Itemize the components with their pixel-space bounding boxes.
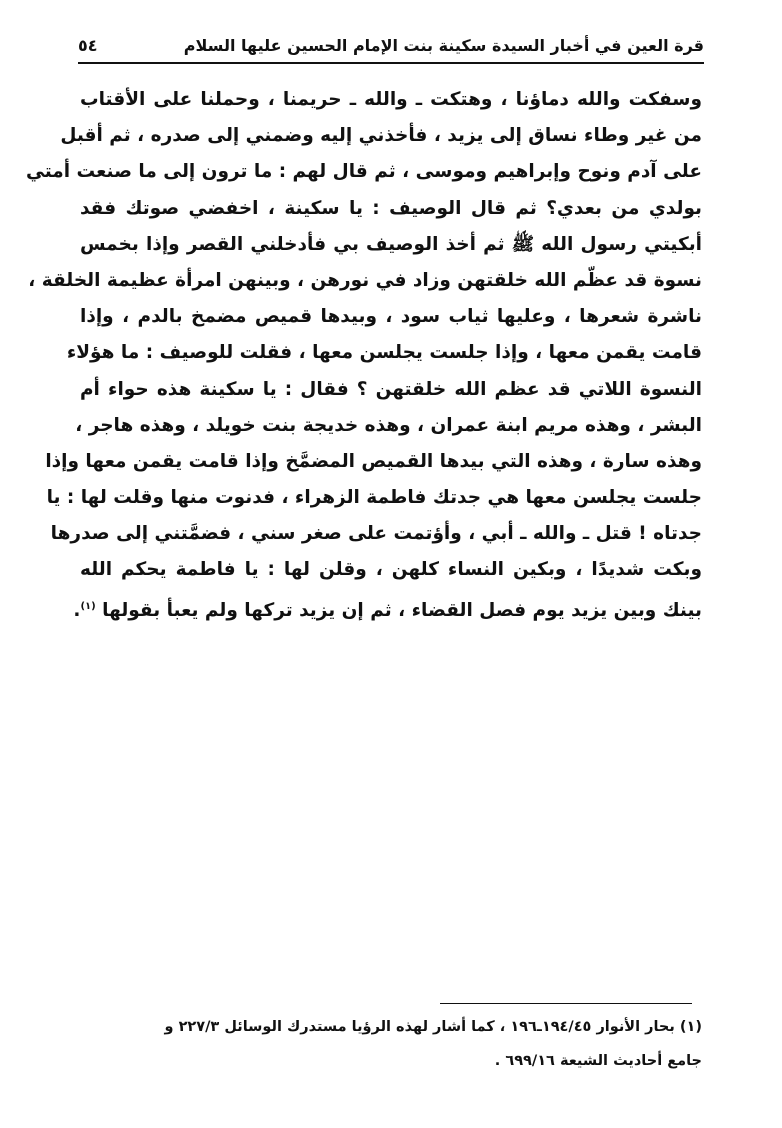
footnote-line: (١) بحار الأنوار ١٩٤/٤٥ـ١٩٦ ، كما أشار لهذه الرؤيا مستدرك الوسائل ٢٢٧/٣ و xyxy=(164,1019,702,1035)
running-title: قرة العين في أخبار السيدة سكينة بنت الإمام الحسين عليها السلام xyxy=(183,35,704,55)
text-line: جدتاه ! قتل ـ والله ـ أبي ، وأؤتمت على صغر سني ، فضمَّتني إلى صدرها xyxy=(50,523,702,545)
page-number: ٥٤ xyxy=(78,35,98,55)
text-line: جلست يجلسن معها هي جدتك فاطمة الزهراء ، فدنوت منها وقلت لها : يا xyxy=(46,487,702,509)
body-text xyxy=(26,82,702,625)
footnote-line: جامع أحاديث الشيعة ٦٩٩/١٦ . xyxy=(494,1053,702,1069)
text-line: بولدي من بعدي؟ ثم قال الوصيف : يا سكينة ، اخفضي صوتك فقد xyxy=(80,197,702,219)
header-rule xyxy=(78,62,704,64)
running-header xyxy=(78,30,704,60)
text-line: قامت يقمن معها ، وإذا جلست يجلسن معها ، فقلت للوصيف : ما هؤلاء xyxy=(66,342,702,364)
text-line: البشر ، وهذه مريم ابنة عمران ، وهذه خديجة بنت خويلد ، وهذه هاجر ، xyxy=(75,414,702,436)
text-line: على آدم ونوح وإبراهيم وموسى ، ثم قال لهم : ما ترون إلى ما صنعت أمتي xyxy=(26,161,702,183)
text-line: ناشرة شعرها ، وعليها ثياب سود ، وبيدها قميص مضمخ بالدم ، وإذا xyxy=(80,306,702,328)
text-line: النسوة اللاتي قد عظم الله خلقتهن ؟ فقال : يا سكينة هذه حواء أم xyxy=(80,378,702,400)
text-line: وهذه سارة ، وهذه التي بيدها القميص المضمَّخ وإذا قامت يقمن معها وإذا xyxy=(45,450,702,472)
footnotes xyxy=(80,1010,702,1078)
text-line: نسوة قد عظّم الله خلقتهن وزاد في نورهن ، وبينهن امرأة عظيمة الخلقة ، xyxy=(28,269,702,291)
footnote-reference[interactable]: (١) xyxy=(80,600,96,612)
text-line-last xyxy=(73,589,702,625)
text-line: وبكت شديدًا ، وبكين النساء كلهن ، وقلن لها : يا فاطمة يحكم الله xyxy=(80,559,702,581)
text-line: أبكيتي رسول الله ﷺ ثم أخذ الوصيف بي فأدخلني القصر وإذا بخمس xyxy=(80,233,702,255)
text-line: من غير وطاء نساق إلى يزيد ، فأخذني إليه وضمني إلى صدره ، ثم أقبل xyxy=(60,125,702,147)
end-mark: . xyxy=(73,599,81,621)
text-line: وسفكت والله دماؤنا ، وهتكت ـ والله ـ حريمنا ، وحملنا على الأقتاب xyxy=(80,89,702,110)
footnote-separator xyxy=(440,1003,692,1004)
text-line-content: بينك وبين يزيد يوم فصل القضاء ، ثم إن يزيد تركها ولم يعبأ بقولها xyxy=(102,599,702,621)
